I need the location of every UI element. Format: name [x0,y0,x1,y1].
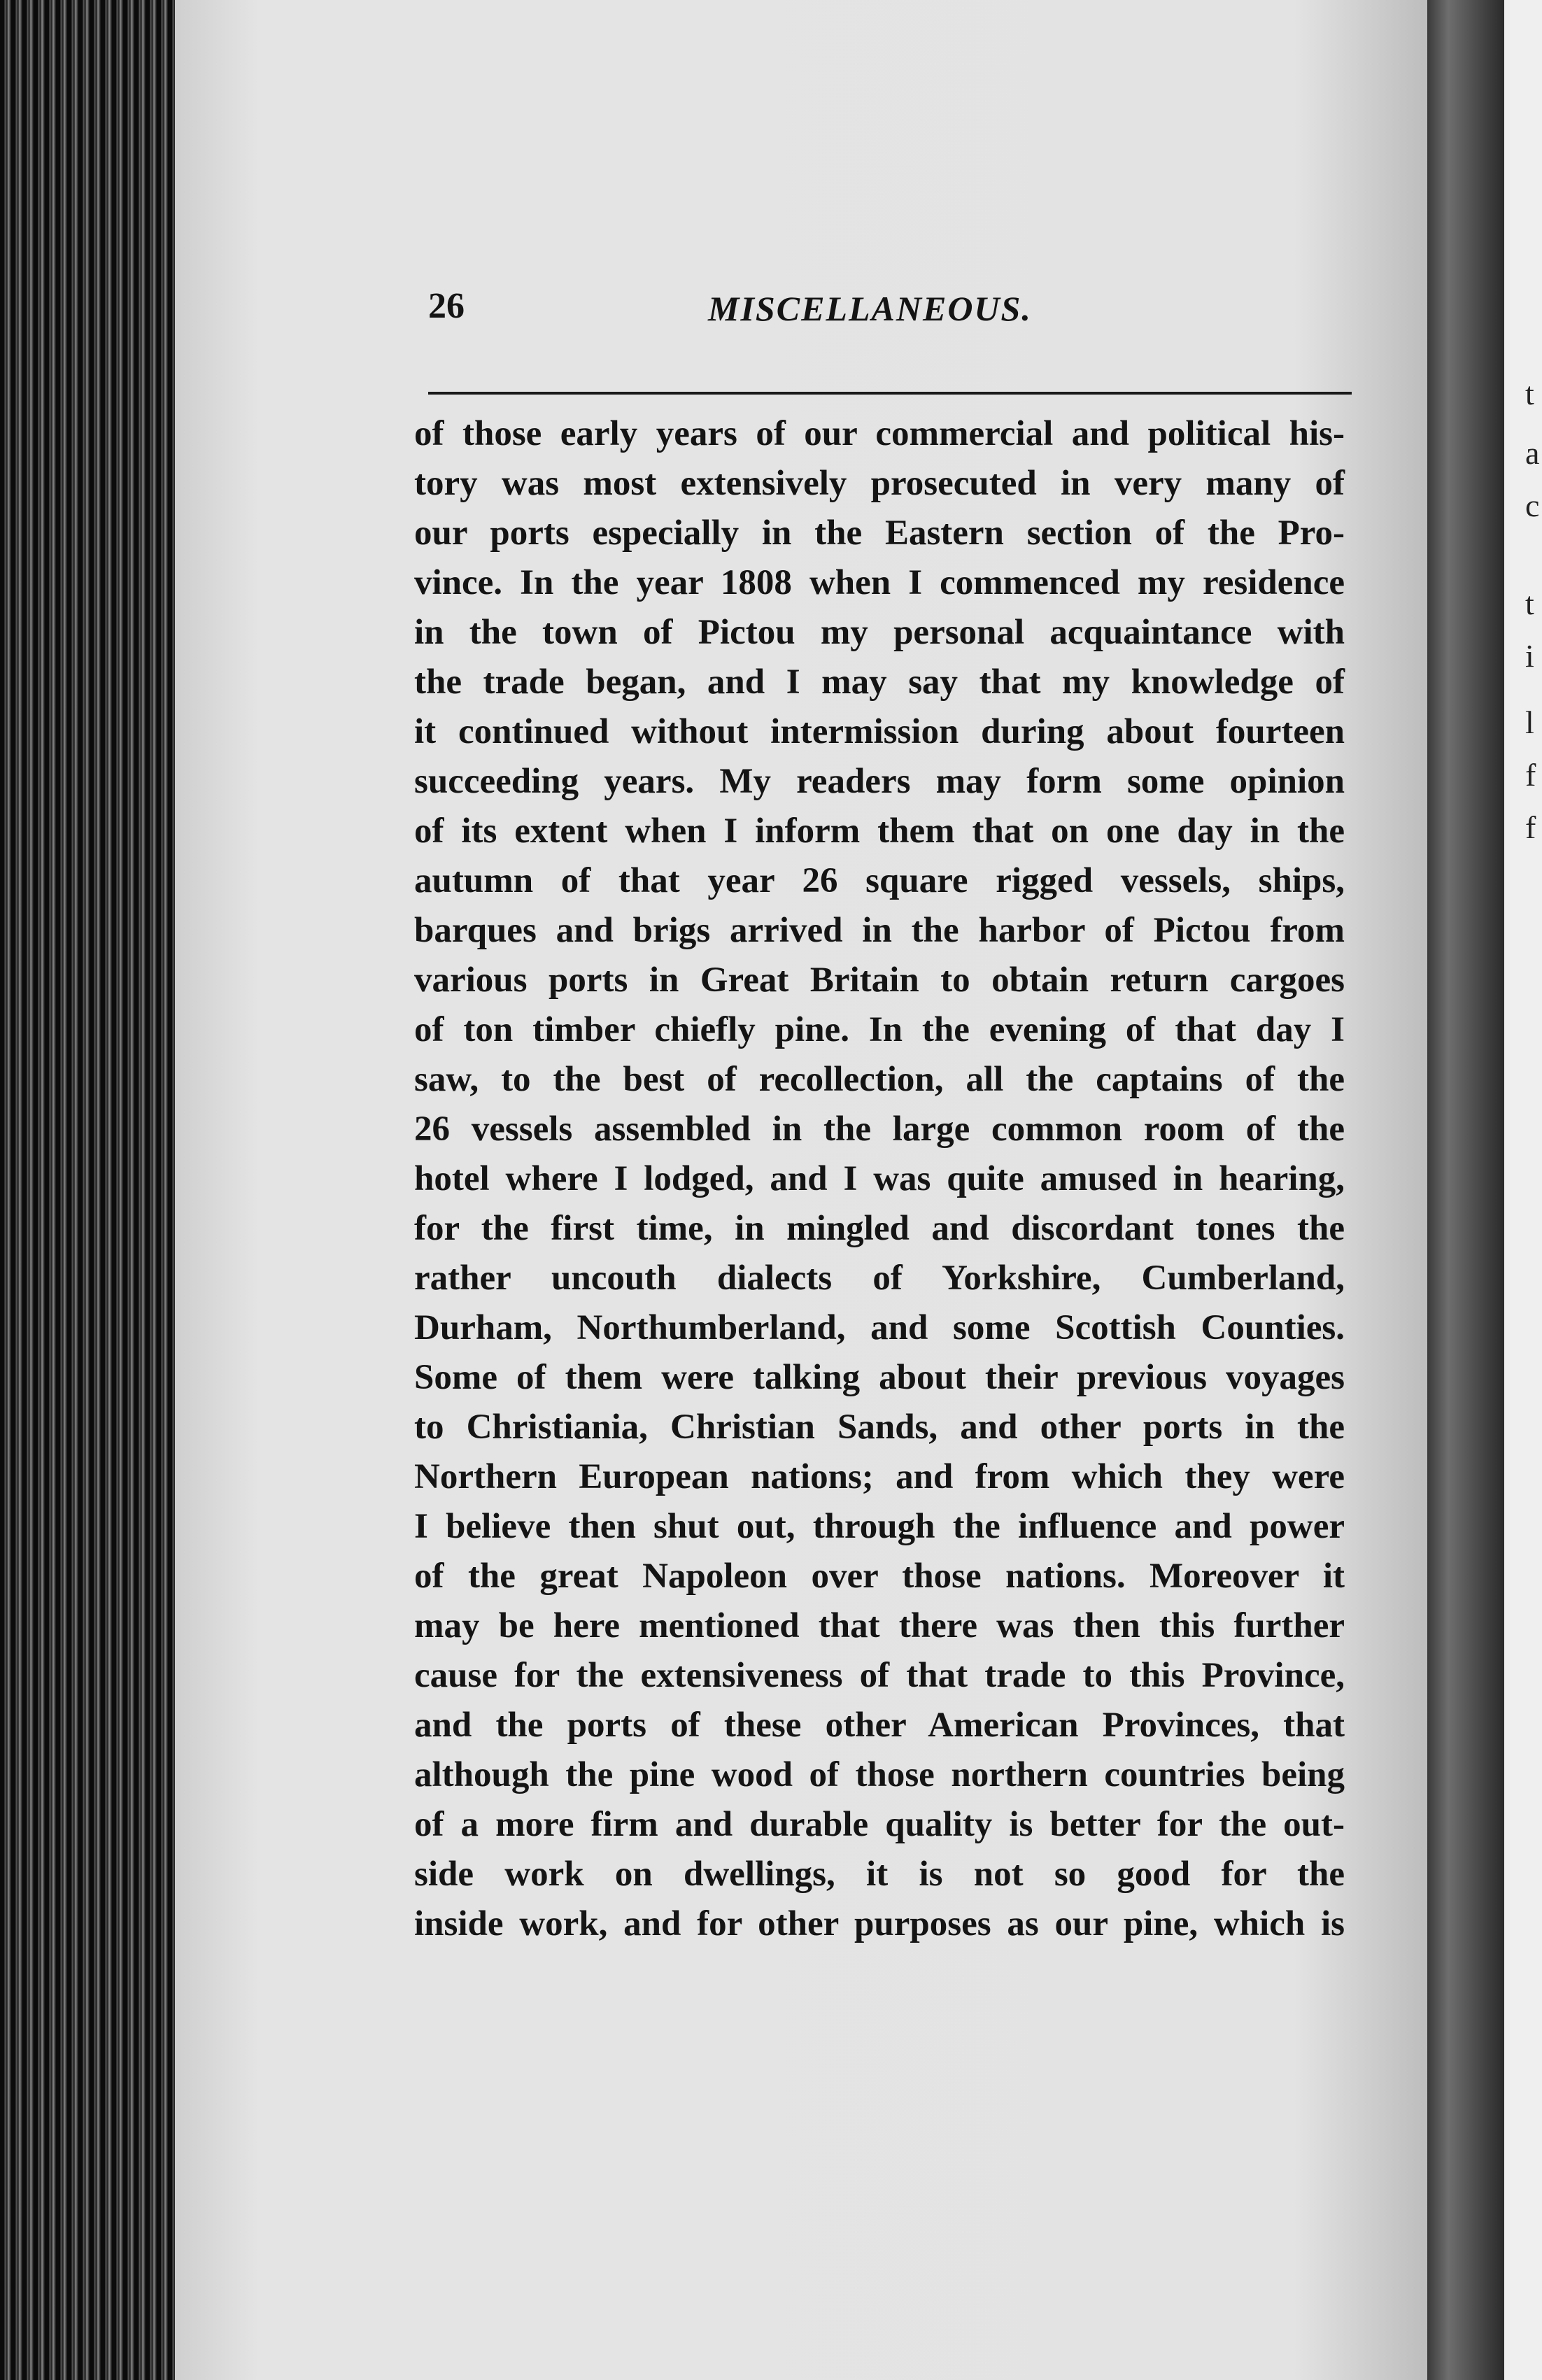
text-line: side work on dwellings, it is not so good for the [414,1855,1345,1894]
text-line: of the great Napoleon over those nations. Moreover it [414,1557,1345,1596]
page-header [428,285,1380,334]
text-line: I believe then shut out, through the influence and power [414,1507,1345,1546]
neighbor-glyph: c [1525,488,1540,523]
text-line: it continued without intermission during about fourteen [414,712,1345,751]
text-line: barques and brigs arrived in the harbor of Pictou from [414,911,1345,950]
book-page-edges [0,0,175,2380]
text-line: inside work, and for other purposes as our pine, which is [414,1904,1345,1943]
neighbor-glyph: l [1525,704,1534,740]
text-line: autumn of that year 26 square rigged vessels, ships, [414,861,1345,900]
text-line: and the ports of these other American Provinces, that [414,1706,1345,1745]
neighbor-glyph: i [1525,638,1534,674]
neighbor-glyph: t [1525,586,1534,621]
text-line: Durham, Northumberland, and some Scottish Counties. [414,1308,1345,1347]
text-line: tory was most extensively prosecuted in very many of [414,464,1345,503]
text-line: in the town of Pictou my personal acquaintance with [414,613,1345,652]
text-line: the trade began, and I may say that my knowledge of [414,663,1345,702]
text-line: for the first time, in mingled and discordant tones the [414,1209,1345,1248]
text-line: 26 vessels assembled in the large common room of the [414,1110,1345,1149]
text-line: rather uncouth dialects of Yorkshire, Cumberland, [414,1259,1345,1298]
text-line: vince. In the year 1808 when I commenced my residence [414,563,1345,602]
neighbor-page-strip [1504,0,1542,2380]
book-gutter [1427,0,1504,2380]
text-line: our ports especially in the Eastern section of the Pro- [414,513,1345,553]
text-line: Northern European nations; and from which they were [414,1457,1345,1496]
page-number: 26 [428,286,465,326]
text-line: Some of them were talking about their previous voyages [414,1358,1345,1397]
text-line: succeeding years. My readers may form some opinion [414,762,1345,801]
header-rule [428,392,1352,395]
neighbor-glyph: f [1525,757,1536,793]
text-line: of a more firm and durable quality is better for the out- [414,1805,1345,1844]
text-line: various ports in Great Britain to obtain return cargoes [414,961,1345,1000]
text-line: hotel where I lodged, and I was quite amused in hearing, [414,1159,1345,1198]
neighbor-glyph: a [1525,435,1540,471]
body-text [414,409,1345,1949]
text-line: saw, to the best of recollection, all the captains of the [414,1060,1345,1099]
neighbor-glyph: t [1525,376,1534,411]
text-line: although the pine wood of those northern countries being [414,1755,1345,1794]
running-head: MISCELLANEOUS. [708,289,1032,328]
text-line: may be here mentioned that there was then this further [414,1606,1345,1645]
text-line: of those early years of our commercial and political his- [414,414,1345,453]
text-line: to Christiania, Christian Sands, and other ports in the [414,1408,1345,1447]
text-line: of ton timber chiefly pine. In the evening of that day I [414,1010,1345,1049]
text-line: cause for the extensiveness of that trade to this Province, [414,1656,1345,1695]
text-line: of its extent when I inform them that on one day in the [414,812,1345,851]
neighbor-glyph: f [1525,809,1536,845]
